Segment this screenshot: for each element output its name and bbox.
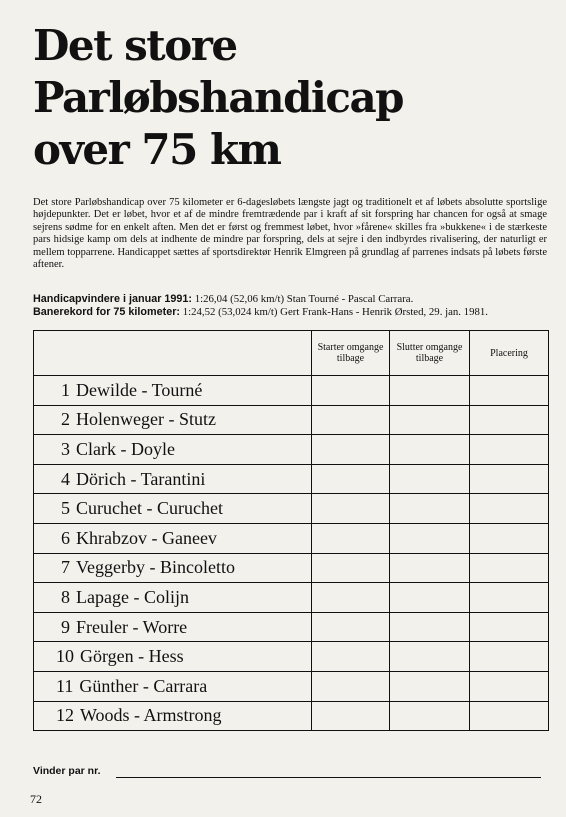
table-row xyxy=(34,405,549,435)
start-laps-cell[interactable] xyxy=(312,464,390,494)
pair-cell xyxy=(34,553,312,583)
start-laps-cell[interactable] xyxy=(312,671,390,701)
pair-number: 2 xyxy=(61,409,70,430)
title-line-1: Det store xyxy=(33,21,237,70)
table-row xyxy=(34,701,549,731)
placement-cell[interactable] xyxy=(470,583,549,613)
header-placement: Placering xyxy=(470,331,549,376)
pair-number: 6 xyxy=(61,527,70,548)
table-header-row xyxy=(34,331,549,376)
pair-name: Dörich - Tarantini xyxy=(76,468,206,489)
handicap-winners-label: Handicapvindere i januar 1991: xyxy=(33,293,193,305)
title-line-3: over 75 km xyxy=(33,125,281,174)
placement-cell[interactable] xyxy=(470,671,549,701)
table-row xyxy=(34,464,549,494)
pair-cell xyxy=(34,642,312,672)
pair-number: 9 xyxy=(61,616,70,637)
pair-cell xyxy=(34,405,312,435)
start-laps-cell[interactable] xyxy=(312,701,390,731)
start-laps-cell[interactable] xyxy=(312,612,390,642)
pair-name: Dewilde - Tourné xyxy=(76,379,203,400)
pair-number: 11 xyxy=(56,675,74,696)
pair-cell xyxy=(34,701,312,731)
end-laps-cell[interactable] xyxy=(390,494,470,524)
pair-number: 4 xyxy=(61,468,70,489)
header-blank xyxy=(34,331,312,376)
end-laps-cell[interactable] xyxy=(390,612,470,642)
scoring-table xyxy=(33,330,549,731)
pair-cell xyxy=(34,583,312,613)
placement-cell[interactable] xyxy=(470,435,549,465)
table-row xyxy=(34,583,549,613)
table-row xyxy=(34,494,549,524)
pair-number: 10 xyxy=(56,646,74,667)
pair-cell xyxy=(34,612,312,642)
table-row xyxy=(34,671,549,701)
pair-cell xyxy=(34,494,312,524)
pair-name: Günther - Carrara xyxy=(79,675,208,696)
page-title xyxy=(33,20,533,176)
pair-number: 8 xyxy=(61,586,70,607)
placement-cell[interactable] xyxy=(470,642,549,672)
pair-name: Khrabzov - Ganeev xyxy=(76,527,217,548)
placement-cell[interactable] xyxy=(470,494,549,524)
placement-cell[interactable] xyxy=(470,553,549,583)
title-line-2: Parløbshandicap xyxy=(33,73,404,122)
intro-paragraph: Det store Parløbshandicap over 75 kilometer er 6-dagesløbets længste jagt og traditionelt et af løbets absolutte sportslige højdepunkter. Det er løbet, hvor et af de mindre fremtrædende par i kraft af sit forspring har chancen for også at smage sejrens sødme for en enkelt aften. Men det er først og fremmest løbet, hvor »fårene« skilles fra »bukkene« i de stærkeste pars hidsige kamp om dels at indhente de mindre par forspring, dels at sejre i den indbyrdes rivalisering, der naturligt er mellem topparrene. Handicappet sættes af sportsdirektør Henrik Elmgreen på grundlag af parrenes indsats på løbets første aftener. xyxy=(33,197,547,271)
start-laps-cell[interactable] xyxy=(312,376,390,406)
track-record xyxy=(33,306,553,319)
pair-number: 3 xyxy=(61,438,70,459)
placement-cell[interactable] xyxy=(470,464,549,494)
end-laps-cell[interactable] xyxy=(390,583,470,613)
start-laps-cell[interactable] xyxy=(312,553,390,583)
pair-name: Freuler - Worre xyxy=(76,616,188,637)
end-laps-cell[interactable] xyxy=(390,376,470,406)
end-laps-cell[interactable] xyxy=(390,642,470,672)
end-laps-cell[interactable] xyxy=(390,405,470,435)
handicap-winners-value: 1:26,04 (52,06 km/t) Stan Tourné - Pascal Carrara. xyxy=(194,293,414,305)
records-block xyxy=(33,293,553,319)
table-row xyxy=(34,642,549,672)
table-body xyxy=(34,376,549,731)
start-laps-cell[interactable] xyxy=(312,405,390,435)
start-laps-cell[interactable] xyxy=(312,583,390,613)
pair-name: Lapage - Colijn xyxy=(76,586,189,607)
start-laps-cell[interactable] xyxy=(312,642,390,672)
placement-cell[interactable] xyxy=(470,405,549,435)
header-end-laps: Slutter omgange tilbage xyxy=(390,331,470,376)
pair-number: 12 xyxy=(56,705,74,726)
placement-cell[interactable] xyxy=(470,376,549,406)
pair-cell xyxy=(34,464,312,494)
table-row xyxy=(34,376,549,406)
placement-cell[interactable] xyxy=(470,612,549,642)
winner-label: Vinder par nr. xyxy=(33,765,101,777)
pair-name: Holenweger - Stutz xyxy=(76,409,216,430)
page-number: 72 xyxy=(30,792,42,806)
pair-number: 5 xyxy=(61,498,70,519)
start-laps-cell[interactable] xyxy=(312,523,390,553)
end-laps-cell[interactable] xyxy=(390,464,470,494)
end-laps-cell[interactable] xyxy=(390,671,470,701)
pair-name: Curuchet - Curuchet xyxy=(76,498,223,519)
table-row xyxy=(34,523,549,553)
pair-name: Görgen - Hess xyxy=(80,646,184,667)
track-record-value: 1:24,52 (53,024 km/t) Gert Frank-Hans - Henrik Ørsted, 29. jan. 1981. xyxy=(182,306,488,318)
pair-number: 1 xyxy=(61,379,70,400)
end-laps-cell[interactable] xyxy=(390,435,470,465)
handicap-winners-record xyxy=(33,293,553,306)
winner-input-line[interactable] xyxy=(116,777,541,778)
end-laps-cell[interactable] xyxy=(390,553,470,583)
placement-cell[interactable] xyxy=(470,523,549,553)
end-laps-cell[interactable] xyxy=(390,523,470,553)
pair-cell xyxy=(34,671,312,701)
pair-cell xyxy=(34,376,312,406)
start-laps-cell[interactable] xyxy=(312,435,390,465)
placement-cell[interactable] xyxy=(470,701,549,731)
track-record-label: Banerekord for 75 kilometer: xyxy=(33,306,181,318)
table-row xyxy=(34,553,549,583)
start-laps-cell[interactable] xyxy=(312,494,390,524)
pair-cell xyxy=(34,523,312,553)
pair-name: Veggerby - Bincoletto xyxy=(76,557,235,578)
pair-name: Woods - Armstrong xyxy=(80,705,222,726)
end-laps-cell[interactable] xyxy=(390,701,470,731)
table-row xyxy=(34,435,549,465)
table-row xyxy=(34,612,549,642)
pair-number: 7 xyxy=(61,557,70,578)
pair-name: Clark - Doyle xyxy=(76,438,175,459)
pair-cell xyxy=(34,435,312,465)
header-start-laps: Starter omgange tilbage xyxy=(312,331,390,376)
